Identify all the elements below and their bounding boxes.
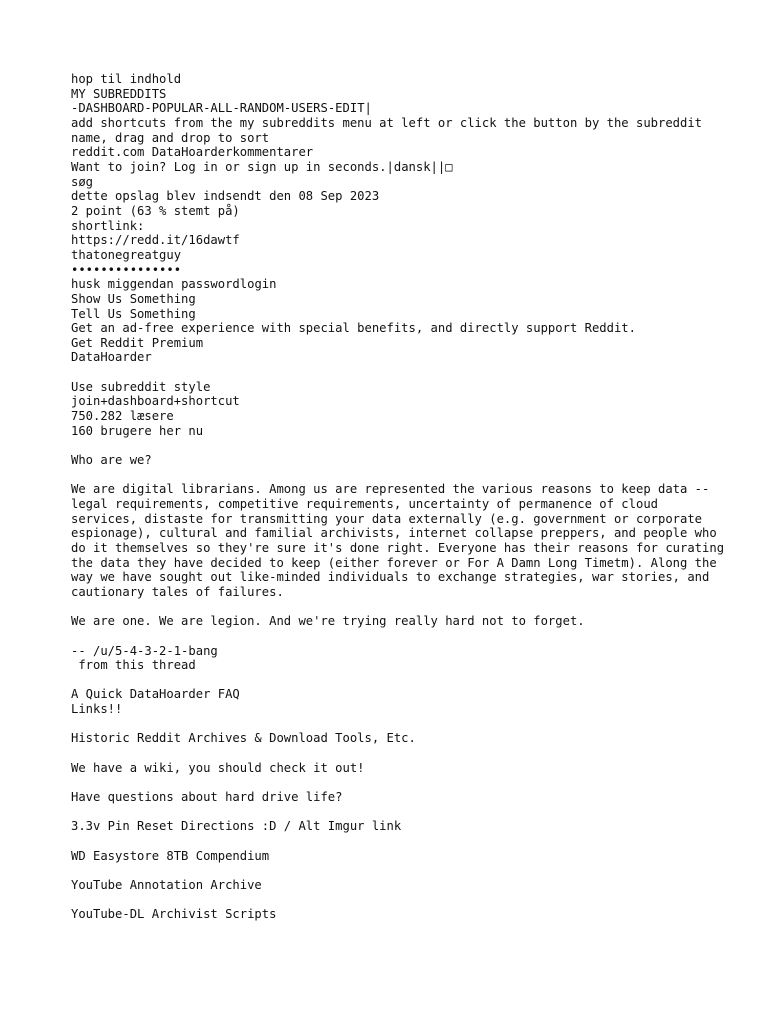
post-submitted-date: dette opslag blev indsendt den 08 Sep 2023 [71,189,380,204]
square-icon[interactable]: □ [445,159,453,174]
shortlink-url[interactable]: https://redd.it/16dawtf [71,233,240,248]
use-subreddit-style-checkbox[interactable]: Use subreddit style [71,379,211,394]
subreddit-link[interactable]: DataHoarder [151,145,233,160]
join-dashboard-shortcut-buttons[interactable]: join+dashboard+shortcut [71,394,240,409]
about-paragraph: We are digital librarians. Among us are represented the various reasons to keep data -- legal requirements, competitive requirements, uncertainty of permanence of cloud services, distaste for transmitting your data externally (e.g. government or corporate espionage), cultural and familial archivists, internet collapse preppers, and people who do it themselves so they're sure it's done right. Everyone has their reasons for curating the data they have decided to keep (either forever or For A Damn Long Timetm). Along the way we have sought out like-minded individuals to exchange strategies, war stories, and cautionary tales of failures. [71,482,725,599]
links-heading: Links!! [71,702,123,717]
login-button[interactable]: login [239,277,277,292]
separator: || [430,159,446,174]
page-text-content [71,72,731,922]
faq-link[interactable]: A Quick DataHoarder FAQ [71,687,240,702]
nav-all[interactable]: -ALL [203,101,233,116]
language-select[interactable]: dansk [393,159,431,174]
link-item[interactable]: 3.3v Pin Reset Directions :D / Alt Imgur link [71,819,402,834]
nav-popular[interactable]: -POPULAR [144,101,204,116]
join-prompt [71,160,731,175]
shortlink-label: shortlink: [71,218,145,233]
show-us-something-link[interactable]: Show Us Something [71,291,196,306]
search-button[interactable]: søg [71,174,94,189]
reddit-home-link[interactable]: reddit.com [71,145,145,160]
nav-edit[interactable]: -EDIT [327,101,365,116]
header-bar [71,145,731,160]
nav-dashboard[interactable]: -DASHBOARD [71,101,145,116]
link-item[interactable]: Have questions about hard drive life? [71,790,343,805]
nav-random[interactable]: -RANDOM [232,101,284,116]
nav-users[interactable]: -USERS [283,101,328,116]
join-login-link[interactable]: Want to join? Log in or sign up in seconds. [71,159,387,174]
username-field[interactable]: thatonegreatguy [71,247,182,262]
post-points: 2 point (63 % stemt på) [71,203,240,218]
nav-end-separator: | [364,101,372,116]
link-item[interactable]: YouTube Annotation Archive [71,877,262,892]
source-thread-link[interactable]: from this thread [71,658,196,673]
reader-count: 750.282 læsere [71,409,174,424]
link-item[interactable]: WD Easystore 8TB Compendium [71,848,270,863]
tell-us-something-link[interactable]: Tell Us Something [71,306,196,321]
shortcut-hint: add shortcuts from the my subreddits menu at left or click the button by the subreddit name, drag and drop to sort [71,115,703,145]
comments-tab[interactable]: kommentarer [232,145,314,160]
link-item[interactable]: YouTube-DL Archivist Scripts [71,907,277,922]
sidebar-subreddit-title[interactable]: DataHoarder [71,350,152,365]
separator: | [386,159,394,174]
remember-me-checkbox[interactable]: husk mig [71,277,130,292]
nav-bar [71,101,731,116]
get-premium-button[interactable]: Get Reddit Premium [71,335,204,350]
link-item[interactable]: Historic Reddit Archives & Download Tools, Etc. [71,731,416,746]
quote-author-link[interactable]: -- /u/5-4-3-2-1-bang [71,643,218,658]
skip-to-content-link[interactable]: hop til indhold [71,72,182,86]
premium-promo-text: Get an ad-free experience with special benefits, and directly support Reddit. [71,321,636,336]
password-field[interactable]: ••••••••••••••• [71,262,182,277]
my-subreddits-menu[interactable]: MY SUBREDDITS [71,86,167,101]
login-actions [71,277,731,292]
forgot-password-link[interactable]: gendan password [129,277,240,292]
link-item[interactable]: We have a wiki, you should check it out! [71,760,365,775]
about-heading: Who are we? [71,453,152,468]
legion-quote: We are one. We are legion. And we're trying really hard not to forget. [71,614,585,629]
online-users-count: 160 brugere her nu [71,423,204,438]
